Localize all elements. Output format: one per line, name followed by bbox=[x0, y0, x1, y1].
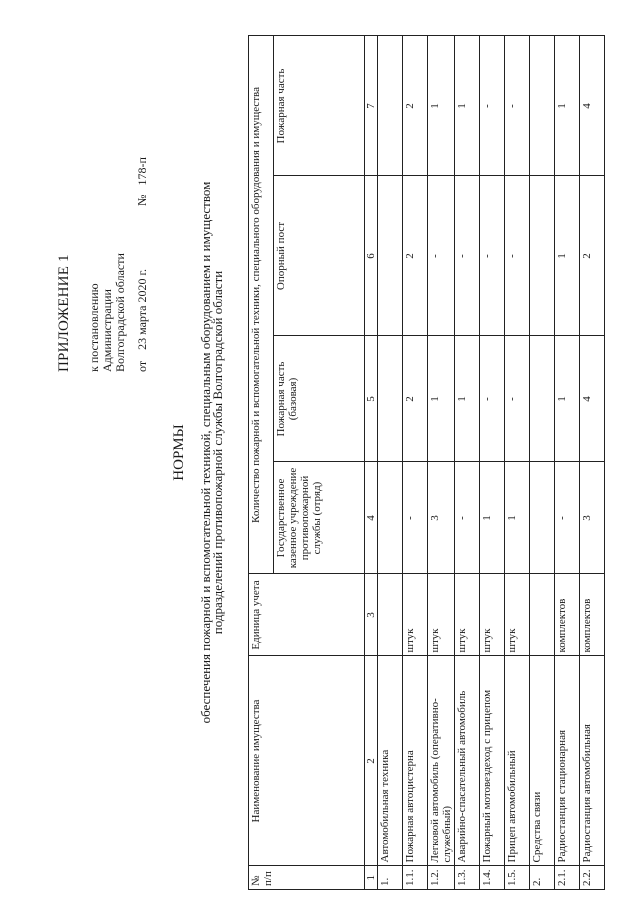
row-value-base-unit: 1 bbox=[555, 336, 580, 462]
column-number: 6 bbox=[365, 176, 378, 336]
row-value-otryad: - bbox=[455, 462, 480, 574]
row-value-fire-unit: 2 bbox=[403, 36, 428, 176]
row-number: 2.2. bbox=[580, 866, 605, 890]
row-value-post: 1 bbox=[555, 176, 580, 336]
header-quantity-group: Количество пожарной и вспомогательной техники, специального оборудования и имущества bbox=[249, 36, 274, 574]
row-unit bbox=[530, 574, 555, 656]
number-label: № bbox=[135, 194, 149, 206]
row-number: 1.2. bbox=[428, 866, 455, 890]
row-value-otryad: 3 bbox=[428, 462, 455, 574]
document-subtitle bbox=[200, 0, 224, 905]
decree-number: 178-п bbox=[135, 157, 149, 186]
row-unit: штук bbox=[505, 574, 530, 656]
row-value-fire-unit: 1 bbox=[428, 36, 455, 176]
document-title: НОРМЫ bbox=[171, 424, 187, 481]
row-value-fire-unit bbox=[378, 36, 403, 176]
table-row bbox=[480, 36, 505, 890]
table-row bbox=[555, 36, 580, 890]
row-value-base-unit: 1 bbox=[428, 336, 455, 462]
column-number: 7 bbox=[365, 36, 378, 176]
row-value-fire-unit: - bbox=[505, 36, 530, 176]
row-number: 1. bbox=[378, 866, 403, 890]
row-value-otryad: - bbox=[555, 462, 580, 574]
column-number: 2 bbox=[365, 656, 378, 866]
table-row bbox=[455, 36, 480, 890]
row-number: 1.5. bbox=[505, 866, 530, 890]
row-value-base-unit: 4 bbox=[580, 336, 605, 462]
row-value-post bbox=[530, 176, 555, 336]
row-value-otryad bbox=[530, 462, 555, 574]
row-value-post bbox=[378, 176, 403, 336]
row-value-post: - bbox=[505, 176, 530, 336]
row-name: Прицеп автомобильный bbox=[505, 656, 530, 866]
table-row bbox=[530, 36, 555, 890]
row-value-base-unit: 1 bbox=[455, 336, 480, 462]
row-name: Пожарная автоцистерна bbox=[403, 656, 428, 866]
table-row bbox=[403, 36, 428, 890]
row-unit: штук bbox=[403, 574, 428, 656]
row-name: Средства связи bbox=[530, 656, 555, 866]
row-number: 1.3. bbox=[455, 866, 480, 890]
column-number: 4 bbox=[365, 462, 378, 574]
row-unit: комплектов bbox=[555, 574, 580, 656]
decree-line: к постановлению bbox=[87, 283, 101, 372]
row-number: 1.4. bbox=[480, 866, 505, 890]
table-row bbox=[505, 36, 530, 890]
table-row bbox=[580, 36, 605, 890]
date-prefix: от bbox=[135, 360, 149, 372]
decree-reference bbox=[88, 253, 127, 372]
row-value-fire-unit bbox=[530, 36, 555, 176]
table-row bbox=[378, 36, 403, 890]
row-name: Аварийно-спасательный автомобиль bbox=[455, 656, 480, 866]
row-value-otryad: 1 bbox=[480, 462, 505, 574]
row-name: Радиостанция автомобильная bbox=[580, 656, 605, 866]
row-value-post: - bbox=[428, 176, 455, 336]
header-sub-base-unit: Пожарная часть (базовая) bbox=[274, 336, 365, 462]
table-row bbox=[428, 36, 455, 890]
header-row bbox=[249, 36, 274, 890]
row-unit: штук bbox=[428, 574, 455, 656]
row-name: Легковой автомобиль (оперативно-служебный) bbox=[428, 656, 455, 866]
norms-table-wrapper bbox=[248, 36, 605, 891]
column-number: 3 bbox=[365, 574, 378, 656]
row-unit: штук bbox=[480, 574, 505, 656]
row-value-post: - bbox=[455, 176, 480, 336]
column-number: 1 bbox=[365, 866, 378, 890]
row-value-otryad: - bbox=[403, 462, 428, 574]
decree-date: 23 марта 2020 г. bbox=[135, 268, 149, 350]
row-name: Радиостанция стационарная bbox=[555, 656, 580, 866]
row-value-base-unit bbox=[530, 336, 555, 462]
row-unit: комплектов bbox=[580, 574, 605, 656]
header-num: № п/п bbox=[249, 866, 365, 890]
row-name: Пожарный мотовездеход с прицепом bbox=[480, 656, 505, 866]
decree-line: Администрации bbox=[100, 289, 114, 372]
header-sub-otryad: Государственное казенное учреждение противопожарной службы (отряд) bbox=[274, 462, 365, 574]
subtitle-line: подразделений противопожарной службы Волгоградской области bbox=[210, 270, 225, 635]
row-unit bbox=[378, 574, 403, 656]
column-number: 5 bbox=[365, 336, 378, 462]
row-value-fire-unit: 1 bbox=[455, 36, 480, 176]
row-value-otryad bbox=[378, 462, 403, 574]
row-value-base-unit: - bbox=[480, 336, 505, 462]
row-unit: штук bbox=[455, 574, 480, 656]
subtitle-line: обеспечения пожарной и вспомогательной техникой, специальным оборудованием и имуществом bbox=[198, 181, 213, 724]
row-value-base-unit: - bbox=[505, 336, 530, 462]
row-value-fire-unit: 1 bbox=[555, 36, 580, 176]
decree-line: Волгоградской области bbox=[113, 253, 127, 372]
row-value-post: 2 bbox=[580, 176, 605, 336]
row-value-fire-unit: - bbox=[480, 36, 505, 176]
row-value-otryad: 1 bbox=[505, 462, 530, 574]
row-value-post: 2 bbox=[403, 176, 428, 336]
row-number: 1.1. bbox=[403, 866, 428, 890]
decree-date-line bbox=[135, 157, 150, 372]
column-number-row bbox=[365, 36, 378, 890]
header-sub-fire-unit: Пожарная часть bbox=[274, 36, 365, 176]
row-number: 2. bbox=[530, 866, 555, 890]
header-name: Наименование имущества bbox=[249, 656, 365, 866]
header-unit: Единица учета bbox=[249, 574, 365, 656]
row-number: 2.1. bbox=[555, 866, 580, 890]
row-value-base-unit bbox=[378, 336, 403, 462]
row-value-fire-unit: 4 bbox=[580, 36, 605, 176]
header-sub-post: Опорный пост bbox=[274, 176, 365, 336]
norms-table bbox=[248, 36, 605, 891]
row-name: Автомобильная техника bbox=[378, 656, 403, 866]
row-value-otryad: 3 bbox=[580, 462, 605, 574]
appendix-heading: ПРИЛОЖЕНИЕ 1 bbox=[56, 254, 72, 372]
row-value-post: - bbox=[480, 176, 505, 336]
row-value-base-unit: 2 bbox=[403, 336, 428, 462]
